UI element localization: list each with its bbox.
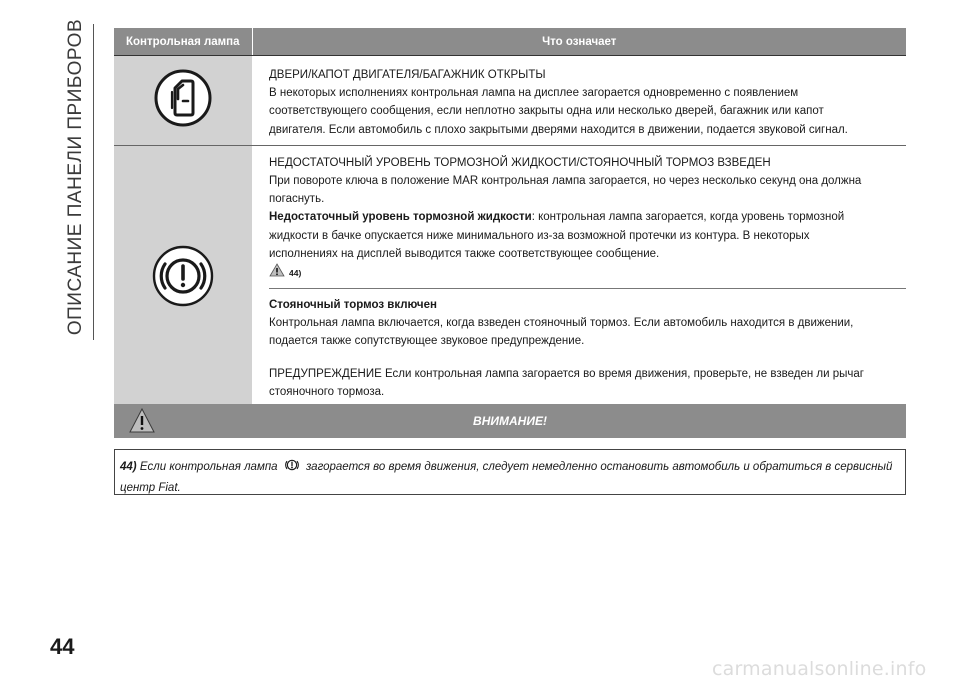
warning-triangle-icon: [128, 407, 156, 440]
parking-brake-heading: Стояночный тормоз включен: [269, 299, 437, 312]
table-row: [114, 145, 906, 411]
parking-text-line: стояночного тормоза.: [269, 385, 385, 398]
column-header-meaning: Что означает: [252, 28, 906, 56]
section-divider: [93, 24, 94, 340]
warning-notice-header: [114, 404, 906, 438]
brake-heading: НЕДОСТАТОЧНЫЙ УРОВЕНЬ ТОРМОЗНОЙ ЖИДКОСТИ/СТОЯНОЧНЫЙ ТОРМОЗ ВЗВЕДЕН: [269, 156, 771, 169]
section-title-vertical: [62, 14, 90, 340]
warning-lights-table: [114, 28, 906, 412]
brake-text-line: [269, 208, 892, 226]
lamp-icon-cell: [114, 56, 252, 146]
lamp-meaning-cell: [252, 145, 906, 411]
row1-line: В некоторых исполнениях контрольная лампа на дисплее загорается одновременно с появлением: [269, 87, 799, 100]
brake-text-line: При повороте ключа в положение MAR контрольная лампа загорается, но через несколько секунд она должна: [269, 175, 862, 188]
column-header-lamp: Контрольная лампа: [114, 28, 252, 56]
row1-line: соответствующего сообщения, если неплотно закрыты одна или несколько дверей, багажник или капот: [269, 105, 824, 118]
table-header-row: [114, 28, 906, 56]
page-number: 44: [50, 634, 75, 659]
notice-title: ВНИМАНИЕ!: [473, 414, 547, 428]
warning-triangle-icon: [269, 263, 285, 283]
table-row: [114, 56, 906, 146]
brake-fluid-text: : контрольная лампа загорается, когда уровень тормозной: [531, 211, 845, 224]
brake-text-line: исполнениях на дисплей выводится также соответствующее сообщение.: [269, 247, 660, 260]
parking-text-line: подается также сопутствующее звуковое предупреждение.: [269, 335, 585, 348]
row1-line: ДВЕРИ/КАПОТ ДВИГАТЕЛЯ/БАГАЖНИК ОТКРЫТЫ: [269, 69, 546, 81]
parking-text-line: Контрольная лампа включается, когда взведен стояночный тормоз. Если автомобиль находится в движении,: [269, 317, 854, 330]
notice-text-line2: центр Fiat.: [120, 482, 181, 494]
lamp-meaning-cell: [252, 56, 906, 146]
brake-text-line: погаснуть.: [269, 193, 325, 206]
site-watermark: carmanualsonline.info: [712, 658, 927, 680]
row1-line: двигателя. Если автомобиль с плохо закрытыми дверями находится в движении, подается звуковой сигнал.: [269, 123, 848, 136]
warning-reference: [269, 265, 892, 282]
warning-notice-text: [114, 449, 906, 495]
warning-ref-number: 44): [289, 268, 302, 279]
brake-warning-icon: [283, 456, 301, 480]
brake-fluid-label: Недостаточный уровень тормозной жидкости: [269, 211, 532, 224]
notice-text-before: Если контрольная лампа: [139, 461, 278, 473]
lamp-icon-cell: [114, 145, 252, 411]
notice-ref: 44): [120, 461, 137, 473]
door-open-icon: [153, 68, 213, 133]
brake-text-line: жидкости в бачке опускается ниже минимального из-за возможной протечки из контура. В некоторых: [269, 229, 810, 242]
brake-warning-icon: [152, 245, 214, 312]
parking-text-line: ПРЕДУПРЕЖДЕНИЕ Если контрольная лампа загорается во время движения, проверьте, не взведен ли рычаг: [269, 367, 864, 380]
notice-text-after: загорается во время движения, следует немедленно остановить автомобиль и обратиться в сервисный: [305, 461, 893, 473]
section-title-text: ОПИСАНИЕ ПАНЕЛИ ПРИБОРОВ: [65, 18, 87, 336]
